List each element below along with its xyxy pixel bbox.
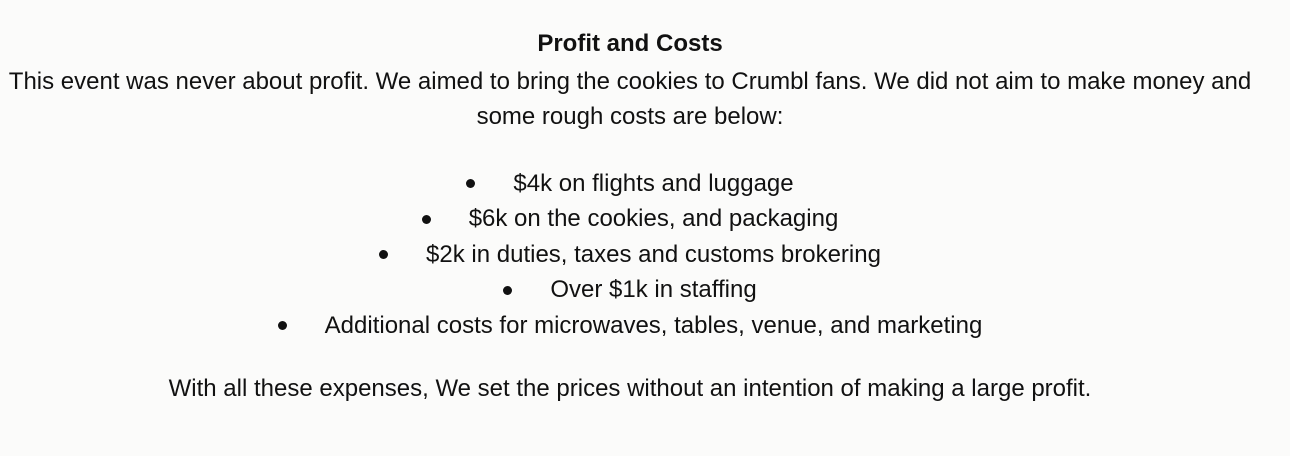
cost-item-text: $2k in duties, taxes and customs brokering bbox=[426, 240, 881, 268]
bullet-icon bbox=[278, 321, 287, 330]
cost-item-text: $6k on the cookies, and packaging bbox=[468, 205, 839, 233]
bullet-icon bbox=[379, 250, 388, 259]
conclusion-paragraph: With all these expenses, We set the prices without an intention of making a large profit. bbox=[168, 375, 1092, 402]
bullet-icon bbox=[422, 215, 431, 224]
list-item bbox=[0, 202, 1260, 238]
cost-item-text: Additional costs for microwaves, tables, venue, and marketing bbox=[324, 311, 983, 339]
cost-list bbox=[0, 166, 1260, 344]
section-title: Profit and Costs bbox=[537, 30, 723, 57]
cost-item-text: $4k on flights and luggage bbox=[513, 169, 794, 197]
list-item bbox=[0, 237, 1260, 273]
bullet-icon bbox=[466, 179, 475, 188]
cost-item-text: Over $1k in staffing bbox=[550, 276, 757, 304]
list-item bbox=[0, 273, 1260, 309]
bullet-icon bbox=[503, 286, 512, 295]
intro-paragraph: This event was never about profit. We aimed to bring the cookies to Crumbl fans. We did not aim to make money and some rough costs are below: bbox=[8, 68, 1252, 130]
list-item bbox=[0, 166, 1260, 202]
list-item bbox=[0, 308, 1260, 344]
